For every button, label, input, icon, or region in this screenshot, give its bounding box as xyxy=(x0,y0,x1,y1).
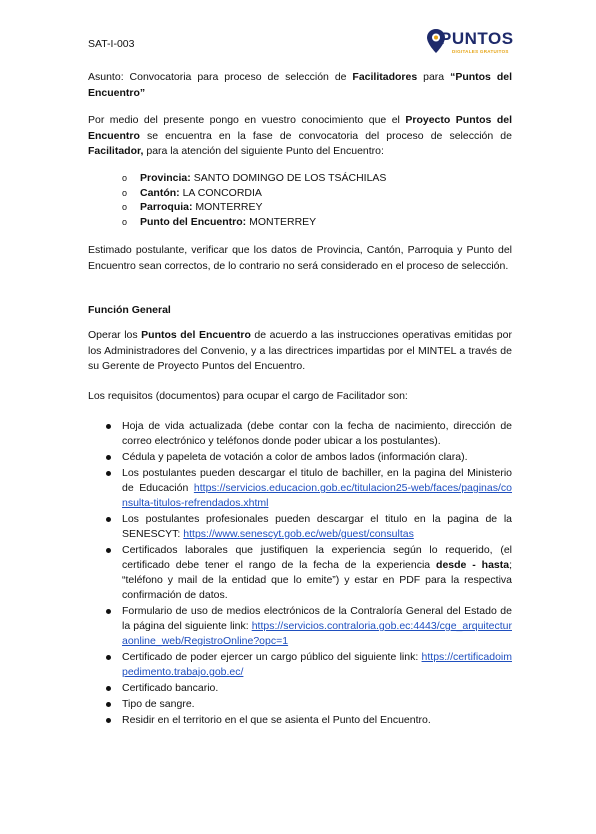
funcion-text-2: de acuerdo a las instrucciones operativas emitidas por los Administradores del Convenio, y a las directrices impartidas por el MINTEL a través de su Gerente de Proyecto Puntos del Encuentro. xyxy=(88,329,512,372)
intro-text-1: Por medio del presente pongo en vuestro conocimiento que el xyxy=(88,114,406,126)
funcion-paragraph xyxy=(88,328,512,375)
intro-paragraph xyxy=(88,113,512,160)
requisito-text: Certificados laborales que justifiquen la experiencia según lo requerido, (el certificado debe tener el rango de la fecha de la experiencia xyxy=(122,544,512,571)
location-item-provincia xyxy=(140,171,386,186)
location-label: Punto del Encuentro: xyxy=(140,215,247,228)
logo-subtitle: DIGITALES GRATUITOS xyxy=(452,49,509,54)
asunto-paragraph xyxy=(88,70,512,101)
asunto-bold-puntos: “Puntos del Encuentro” xyxy=(88,71,512,99)
requisito-item: Hoja de vida actualizada (debe contar con la fecha de nacimiento, dirección de correo electrónico y teléfonos donde poder ubicar a los postulantes). xyxy=(122,420,512,447)
impedimento-link[interactable]: https://certificadoimpedimento.trabajo.gob.ec/ xyxy=(122,651,512,678)
intro-text-3: para la atención del siguiente Punto del Encuentro: xyxy=(143,145,384,157)
requisitos-intro: Los requisitos (documentos) para ocupar el cargo de Facilitador son: xyxy=(88,390,408,402)
requisito-text: Certificado de poder ejercer un cargo público del siguiente link: xyxy=(122,651,422,663)
location-label: Parroquia: xyxy=(140,201,193,213)
intro-text-2: se encuentra en la fase de convocatoria del proceso de selección de xyxy=(139,129,512,142)
asunto-mid: para xyxy=(417,71,451,83)
document-code: SAT-I-003 xyxy=(88,38,135,50)
requisito-item: Certificado bancario. xyxy=(122,681,512,696)
requisito-item xyxy=(122,604,512,649)
requisito-text: Formulario de uso de medios electrónicos de la Contraloría General del Estado de la página del siguiente link: xyxy=(122,605,512,632)
funcion-title: Función General xyxy=(88,304,171,316)
location-item-canton xyxy=(140,186,386,201)
funcion-bold: Puntos del Encuentro xyxy=(141,329,251,341)
requisito-item: Cédula y papeleta de votación a color de ambos lados (información clara). xyxy=(122,450,512,465)
logo-word: PUNTOS xyxy=(440,29,514,48)
asunto-text: Asunto: Convocatoria para proceso de selección de xyxy=(88,71,353,83)
location-item-parroquia xyxy=(140,200,386,215)
verify-paragraph: Estimado postulante, verificar que los datos de Provincia, Cantón, Parroquia y Punto del Encuentro sean correctos, de lo contrario no será considerado en el proceso de selección. xyxy=(88,244,512,272)
puntos-logo xyxy=(426,26,514,60)
location-value: MONTERREY xyxy=(246,215,317,228)
requisito-item: Tipo de sangre. xyxy=(122,697,512,712)
educacion-link[interactable]: https://servicios.educacion.gob.ec/titulacion25-web/faces/paginas/consulta-titulos-refrendados.xhtml xyxy=(122,482,512,509)
requisito-text: Los postulantes pueden descargar el titulo de bachiller, en la pagina del Ministerio de Educación xyxy=(122,467,512,494)
requisito-item xyxy=(122,650,512,680)
requisitos-list xyxy=(122,419,512,729)
location-value: MONTERREY xyxy=(192,201,263,213)
location-value: LA CONCORDIA xyxy=(179,186,262,199)
location-label: Provincia: xyxy=(140,172,191,184)
senescyt-link[interactable]: https://www.senescyt.gob.ec/web/guest/consultas xyxy=(183,528,414,540)
requisito-item xyxy=(122,512,512,542)
funcion-text-1: Operar los xyxy=(88,329,142,341)
intro-bold-proyecto: Proyecto Puntos del Encuentro xyxy=(88,114,512,142)
requisito-item: Residir en el territorio en el que se asienta el Punto del Encuentro. xyxy=(122,713,512,728)
requisito-item xyxy=(122,543,512,603)
requisito-bold: desde - hasta xyxy=(436,559,510,571)
location-label: Cantón: xyxy=(140,186,180,199)
location-list xyxy=(140,171,386,229)
asunto-bold-facilitadores: Facilitadores xyxy=(352,71,418,83)
requisito-text: ; “teléfono y mail de la entidad que lo emite”) y estar en PDF para la respectiva confirmación de datos. xyxy=(122,559,512,601)
intro-bold-facilitador: Facilitador, xyxy=(88,145,144,157)
requisito-item xyxy=(122,466,512,511)
location-item-punto xyxy=(140,215,386,230)
location-value: SANTO DOMINGO DE LOS TSÁCHILAS xyxy=(190,172,387,184)
contraloria-link[interactable]: https://servicios.contraloria.gob.ec:4443/cge_arquitecturaonline_web/RegistroOnline?opc=1 xyxy=(122,620,512,647)
requisito-text: Los postulantes profesionales pueden descargar el titulo en la pagina de la SENESCYT: xyxy=(122,513,512,540)
